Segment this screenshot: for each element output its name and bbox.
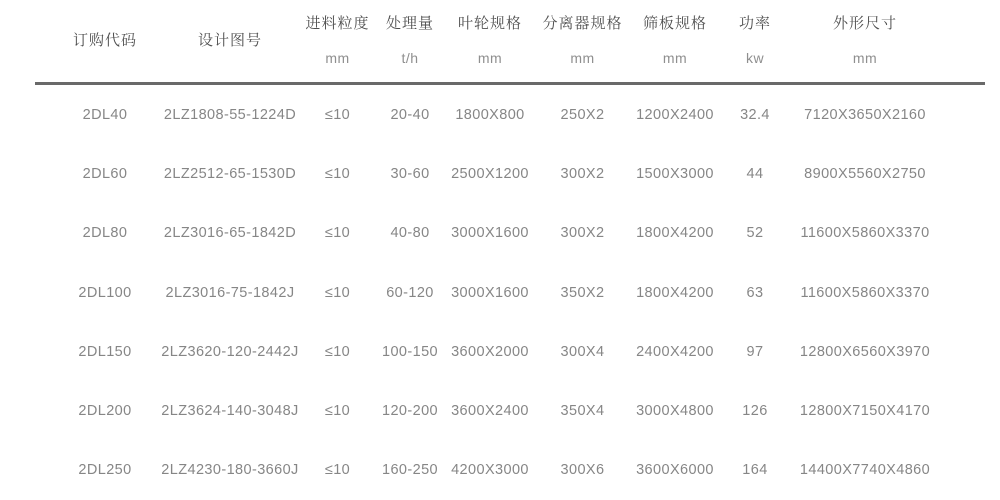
screen-plate-spec-cell: 1200X2400 [636,106,714,123]
separator-spec-cell: 350X2 [560,284,605,301]
impeller-spec-cell: 3600X2400 [451,403,529,420]
design-drawing-no-cell: 2LZ3624-140-3048J [161,403,299,420]
overall-dimensions-cell: 7120X3650X2160 [804,106,926,123]
overall-dimensions-cell: 12800X7150X4170 [799,403,931,420]
power-cell: 97 [746,343,764,360]
capacity-cell: 30-60 [390,165,430,182]
design-drawing-no-cell: 2LZ4230-180-3660J [161,462,299,479]
power-cell: 164 [742,462,768,479]
table-row [35,322,985,381]
feed-size-cell: ≤10 [324,106,351,123]
feed-size-cell: ≤10 [324,165,351,182]
column-unit: mm [662,50,688,66]
column-header-capacity [375,0,445,82]
column-header-impeller-spec [445,0,535,82]
column-header-screen-plate-spec [630,0,720,82]
column-unit: mm [477,50,503,66]
screen-plate-spec-cell: 1800X4200 [636,225,714,242]
overall-dimensions-cell: 14400X7740X4860 [799,462,931,479]
overall-dimensions-cell: 12800X6560X3970 [799,343,931,360]
column-title: 功率 [738,15,771,32]
screen-plate-spec-cell: 3000X4800 [636,403,714,420]
screen-plate-spec-cell: 1500X3000 [636,165,714,182]
column-unit: mm [852,50,878,66]
table-row [35,144,985,203]
column-header-separator-spec [535,0,630,82]
capacity-cell: 20-40 [390,106,430,123]
order-code-cell: 2DL200 [78,403,132,420]
capacity-cell: 100-150 [381,343,438,360]
column-header-feed-size [300,0,375,82]
screen-plate-spec-cell: 2400X4200 [636,343,714,360]
column-title: 进料粒度 [305,15,370,32]
capacity-cell: 120-200 [381,403,438,420]
overall-dimensions-cell: 11600X5860X3370 [800,284,930,301]
order-code-cell: 2DL80 [82,225,128,242]
column-title: 设计图号 [197,32,262,49]
power-cell: 63 [746,284,764,301]
order-code-cell: 2DL250 [78,462,132,479]
table-row [35,381,985,440]
screen-plate-spec-cell: 1800X4200 [636,284,714,301]
table-row [35,85,985,144]
column-unit: mm [570,50,595,66]
design-drawing-no-cell: 2LZ3620-120-2442J [161,343,299,360]
column-unit: mm [325,50,350,66]
column-unit: kw [745,50,765,66]
impeller-spec-cell: 2500X1200 [451,165,529,182]
column-title: 处理量 [385,15,434,32]
impeller-spec-cell: 3000X1600 [451,284,529,301]
design-drawing-no-cell: 2LZ1808-55-1224D [163,106,297,123]
feed-size-cell: ≤10 [324,284,351,301]
product-spec-table [35,0,985,500]
separator-spec-cell: 300X4 [560,343,605,360]
separator-spec-cell: 300X2 [560,225,605,242]
feed-size-cell: ≤10 [324,343,351,360]
design-drawing-no-cell: 2LZ3016-65-1842D [163,225,297,242]
order-code-cell: 2DL60 [82,165,128,182]
separator-spec-cell: 350X4 [560,403,605,420]
impeller-spec-cell: 4200X3000 [451,462,529,479]
separator-spec-cell: 250X2 [560,106,605,123]
capacity-cell: 60-120 [386,284,434,301]
column-header-power [720,0,790,82]
table-row [35,204,985,263]
column-unit: t/h [401,50,419,66]
column-title: 分离器规格 [542,15,623,32]
table-row [35,441,985,500]
column-title: 订购代码 [72,32,137,49]
impeller-spec-cell: 3000X1600 [451,225,529,242]
table-header-row [35,0,985,82]
column-header-overall-dimensions [790,0,985,82]
feed-size-cell: ≤10 [324,403,351,420]
power-cell: 52 [746,225,764,242]
overall-dimensions-cell: 8900X5560X2750 [804,165,926,182]
power-cell: 126 [742,403,768,420]
overall-dimensions-cell: 11600X5860X3370 [800,225,930,242]
separator-spec-cell: 300X6 [560,462,605,479]
order-code-cell: 2DL100 [78,284,132,301]
impeller-spec-cell: 1800X800 [455,106,525,123]
feed-size-cell: ≤10 [324,462,351,479]
power-cell: 32.4 [740,106,770,123]
power-cell: 44 [746,165,764,182]
screen-plate-spec-cell: 3600X6000 [636,462,714,479]
capacity-cell: 160-250 [381,462,438,479]
design-drawing-no-cell: 2LZ3016-75-1842J [165,284,295,301]
separator-spec-cell: 300X2 [560,165,605,182]
capacity-cell: 40-80 [390,225,430,242]
column-title: 外形尺寸 [832,15,897,32]
column-title: 筛板规格 [642,15,707,32]
column-title: 叶轮规格 [457,15,522,32]
design-drawing-no-cell: 2LZ2512-65-1530D [163,165,297,182]
order-code-cell: 2DL150 [78,343,132,360]
table-row [35,263,985,322]
order-code-cell: 2DL40 [82,106,128,123]
column-header-design-drawing-no [160,0,300,82]
column-header-order-code [35,0,160,82]
impeller-spec-cell: 3600X2000 [451,343,529,360]
feed-size-cell: ≤10 [324,225,351,242]
